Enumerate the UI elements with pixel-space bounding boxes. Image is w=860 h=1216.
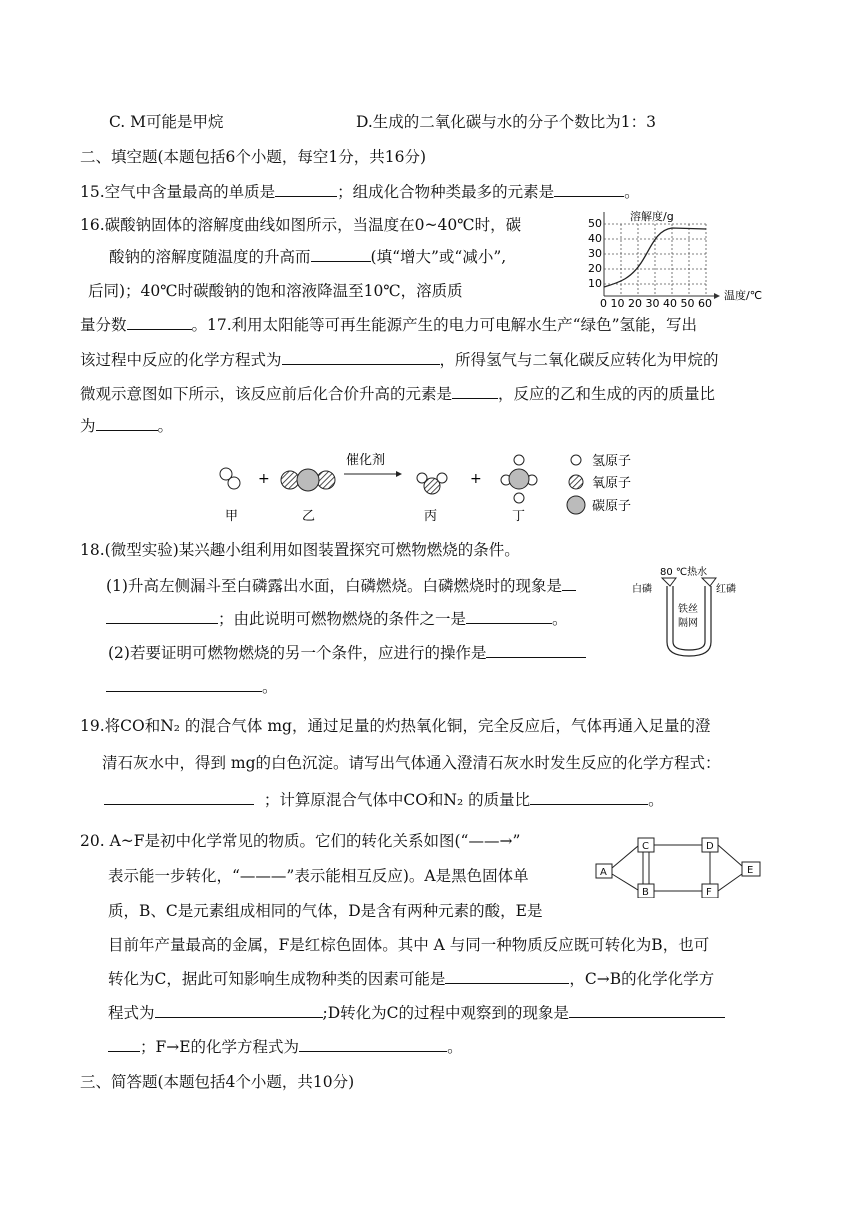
hot-water-label: 80 ℃热水	[660, 567, 708, 578]
q20-line5a-text: 转化为C，据此可知影响生成物种类的因素可能是	[108, 970, 446, 988]
legend-hydrogen: 氢原子	[592, 454, 632, 469]
section3-heading: 三、简答题(本题包括4个小题，共10分)	[80, 1073, 355, 1091]
y-tick: 40	[588, 232, 602, 245]
left-funnel	[662, 578, 676, 586]
molecule-ch4	[501, 455, 537, 503]
q17-line5	[80, 350, 719, 370]
q17-line6a: 微观示意图如下所示，该反应前后化合价升高的元素是	[80, 385, 453, 403]
chart-xlabel: 温度/℃	[724, 289, 763, 302]
answer-blank[interactable]	[96, 416, 158, 431]
label-ding: 丁	[512, 509, 526, 524]
answer-blank[interactable]	[108, 1037, 140, 1052]
plus-sign: +	[470, 471, 482, 487]
plus-sign: +	[258, 471, 270, 487]
chart-x-ticks: 0 10 20 30 40 50 60	[600, 297, 712, 308]
solubility-chart	[586, 208, 786, 308]
option-c: C. M可能是甲烷	[109, 113, 224, 131]
molecule-h2	[220, 468, 240, 489]
q19-line3a-text: ；计算原混合气体中CO和N₂ 的质量比	[263, 791, 531, 809]
legend-oxygen: 氧原子	[592, 476, 632, 491]
q20-line3: 质，B、C是元素组成相同的气体，D是含有两种元素的酸，E是	[108, 902, 543, 920]
node-e: E	[747, 865, 754, 876]
answer-blank[interactable]	[299, 1037, 447, 1052]
y-tick: 20	[588, 262, 602, 275]
q16-line1: 16.碳酸钠固体的溶解度曲线如图所示，当温度在0~40℃时，碳	[80, 216, 522, 234]
molecule-h2o	[417, 473, 447, 494]
answer-blank[interactable]	[554, 182, 624, 197]
q18-p2	[108, 643, 586, 663]
node-c: C	[642, 841, 649, 852]
node-d: D	[706, 841, 714, 852]
answer-blank[interactable]	[311, 247, 371, 262]
q16-line4a: 量分数	[80, 316, 127, 334]
node-f: F	[706, 887, 712, 898]
q17-line5b: ，所得氢气与二氧化碳反应转化为甲烷的	[439, 351, 719, 369]
node-b: B	[642, 887, 649, 898]
right-funnel	[702, 578, 716, 586]
q20-line5b-text: ，C→B的化学化学方	[569, 970, 715, 988]
answer-blank[interactable]	[275, 182, 337, 197]
answer-blank[interactable]	[486, 643, 586, 658]
q20-line7	[108, 1037, 463, 1057]
q17-line5a: 该过程中反应的化学方程式为	[80, 351, 282, 369]
answer-blank[interactable]	[452, 384, 498, 399]
q16-line2b: (填“增大”或“减小”,	[370, 248, 507, 266]
q17-line6	[80, 384, 715, 404]
reaction-diagram	[210, 448, 680, 528]
q17-line7a: 为	[80, 417, 96, 435]
q20-line7b-text: 。	[447, 1038, 463, 1056]
mesh-label-1: 铁丝	[678, 604, 698, 615]
y-tick: 50	[588, 217, 602, 230]
answer-blank[interactable]	[562, 576, 576, 591]
q16-line4b: 。17.利用太阳能等可再生能源产生的电力可电解水生产“绿色”氢能，写出	[191, 316, 698, 334]
q15	[80, 182, 640, 202]
q19-line3	[104, 790, 664, 810]
white-phosphorus-label: 白磷	[632, 584, 652, 595]
q20-line7a-text: ；F→E的化学方程式为	[140, 1038, 300, 1056]
answer-blank[interactable]	[282, 350, 440, 365]
combustion-apparatus	[632, 564, 752, 664]
diagram-legend	[567, 454, 631, 514]
mesh-label-2: 隔网	[678, 618, 698, 629]
q18-p2-line2	[106, 677, 278, 697]
q17-line6b: ，反应的乙和生成的丙的质量比	[498, 385, 716, 403]
q17-line7b: 。	[157, 417, 174, 435]
catalyst-label: 催化剂	[346, 453, 386, 468]
answer-blank[interactable]	[466, 609, 552, 624]
label-jia: 甲	[225, 509, 239, 524]
red-phosphorus-label: 红磷	[716, 584, 736, 595]
q19-line2: 清石灰水中，得到 mg的白色沉淀。请写出气体通入澄清石灰水时发生反应的化学方程式：	[102, 754, 721, 772]
node-a: A	[600, 867, 607, 878]
x-axis-arrow	[714, 293, 720, 299]
chart-y-ticks	[588, 217, 602, 290]
q20-line5	[108, 969, 714, 989]
chart-ylabel: 溶解度/g	[630, 210, 674, 223]
q17-line7	[80, 416, 173, 436]
y-tick: 10	[588, 277, 602, 290]
q18-p1b	[106, 609, 568, 629]
q18-p1a-text: (1)升高左侧漏斗至白磷露出水面，白磷燃烧。白磷燃烧时的现象是	[106, 577, 562, 595]
q19-line1: 19.将CO和N₂ 的混合气体 mg，通过足量的灼热氧化铜，完全反应后，气体再通入足量的澄	[80, 717, 711, 735]
answer-blank[interactable]	[530, 790, 648, 805]
chart-grid	[604, 224, 706, 296]
q18-p2-text: (2)若要证明可燃物燃烧的另一个条件，应进行的操作是	[108, 644, 487, 662]
q16-line4	[80, 315, 697, 335]
q18-title: 18.(微型实验)某兴趣小组利用如图装置探究可燃物燃烧的条件。	[80, 541, 520, 559]
y-tick: 30	[588, 247, 602, 260]
q18-p1c-text: 。	[552, 610, 568, 628]
q15-part3: 。	[624, 183, 640, 201]
option-d: D.生成的二氧化碳与水的分子个数比为1：3	[356, 113, 657, 131]
answer-blank[interactable]	[155, 1003, 323, 1018]
q20-line6a-text: 程式为	[108, 1004, 155, 1022]
q16-line2a: 酸钠的溶解度随温度的升高而	[109, 248, 311, 266]
answer-blank[interactable]	[106, 677, 262, 692]
answer-blank[interactable]	[445, 969, 569, 984]
molecule-co2	[281, 469, 335, 491]
answer-blank[interactable]	[127, 315, 192, 330]
answer-blank[interactable]	[106, 609, 218, 624]
q18-p1a	[106, 576, 576, 596]
q16-line3: 后同)；40℃时碳酸钠的饱和溶液降温至10℃，溶质质	[88, 282, 463, 300]
label-yi: 乙	[302, 509, 316, 524]
answer-blank[interactable]	[104, 790, 254, 805]
q15-part1: 15.空气中含量最高的单质是	[80, 183, 276, 201]
q20-line6b-text: ;D转化为C的过程中观察到的现象是	[322, 1004, 570, 1022]
section2-heading: 二、填空题(本题包括6个小题，每空1分，共16分)	[80, 148, 427, 166]
q19-line3b-text: 。	[648, 791, 664, 809]
q20-line1: 20. A~F是初中化学常见的物质。它们的转化关系如图(“——→”	[80, 832, 521, 850]
q15-part2: ；组成化合物种类最多的元素是	[337, 183, 555, 201]
label-bing: 丙	[424, 509, 438, 524]
legend-carbon: 碳原子	[592, 499, 632, 514]
q20-line6	[108, 1003, 725, 1023]
answer-blank[interactable]	[569, 1003, 725, 1018]
q16-line2	[109, 247, 506, 267]
conversion-diagram	[594, 834, 764, 898]
q20-line2: 表示能一步转化，“———”表示能相互反应)。A是黑色固体单	[108, 867, 529, 885]
q18-p2-end: 。	[262, 678, 278, 696]
reaction-arrowhead	[396, 471, 402, 477]
diagram-edges	[612, 845, 742, 891]
q18-p1b-text: ；由此说明可燃物燃烧的条件之一是	[218, 610, 467, 628]
q20-line4: 目前年产量最高的金属，F是红棕色固体。其中 A 与同一种物质反应既可转化为B，也可	[108, 936, 710, 954]
